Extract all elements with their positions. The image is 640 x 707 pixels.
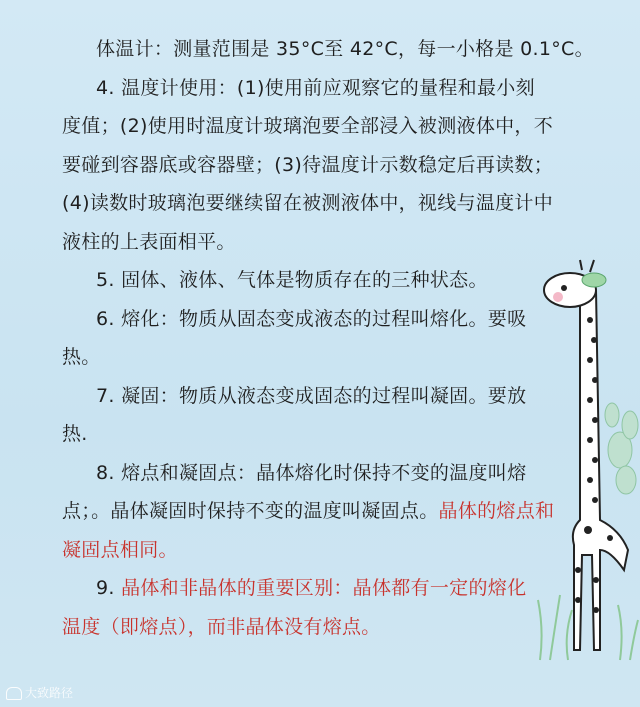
paragraph-6-line-1: 6. 熔化：物质从固态变成液态的过程叫熔化。要吸 bbox=[96, 307, 527, 330]
paragraph-9-highlight-1: 晶体和非晶体的重要区别：晶体都有一定的熔化 bbox=[121, 577, 527, 599]
paragraph-7-line-1: 7. 凝固：物质从液态变成固态的过程叫凝固。要放 bbox=[96, 384, 527, 407]
paragraph-7-line-2: 热. bbox=[62, 423, 88, 445]
thermometer-range-line: 体温计：测量范围是 35°C至 42°C，每一小格是 0.1°C。 bbox=[96, 38, 594, 60]
paragraph-4-line-4: (4)读数时玻璃泡要继续留在被测液体中，视线与温度计中 bbox=[62, 192, 554, 214]
plant-decoration bbox=[605, 403, 638, 494]
paragraph-9-number: 9. bbox=[96, 577, 122, 599]
paragraph-8-highlight-1: 晶体的熔点和 bbox=[438, 500, 555, 522]
paragraph-4-line-2: 度值；(2)使用时温度计玻璃泡要全部浸入被测液体中，不 bbox=[62, 115, 554, 137]
camera-icon bbox=[6, 687, 22, 700]
grass-decoration bbox=[538, 595, 638, 660]
watermark-text: 大致路径 bbox=[25, 686, 74, 700]
paragraph-4-line-3: 要碰到容器底或容器壁；(3)待温度计示数稳定后再读数； bbox=[62, 153, 554, 176]
paragraph-9-line-1 bbox=[62, 569, 582, 608]
paragraph-8-line-2 bbox=[62, 492, 582, 531]
paragraph-9-highlight-2: 温度（即熔点），而非晶体没有熔点。 bbox=[62, 615, 381, 638]
document-text bbox=[62, 30, 594, 646]
paragraph-5-line-1: 5. 固体、液体、气体是物质存在的三种状态。 bbox=[96, 269, 488, 291]
paragraph-8-highlight-2: 凝固点相同。 bbox=[62, 538, 178, 561]
watermark bbox=[6, 684, 73, 701]
paragraph-8-line-1: 8. 熔点和凝固点：晶体熔化时保持不变的温度叫熔 bbox=[96, 461, 527, 484]
paragraph-4-line-5: 液柱的上表面相平。 bbox=[62, 230, 236, 253]
giraffe-illustration bbox=[520, 250, 640, 670]
paragraph-6-line-2: 热。 bbox=[62, 346, 101, 368]
paragraph-4-line-1: 4. 温度计使用：(1)使用前应观察它的量程和最小刻 bbox=[96, 76, 535, 99]
paragraph-8-line-2-text: 点；。晶体凝固时保持不变的温度叫凝固点。 bbox=[62, 500, 439, 522]
